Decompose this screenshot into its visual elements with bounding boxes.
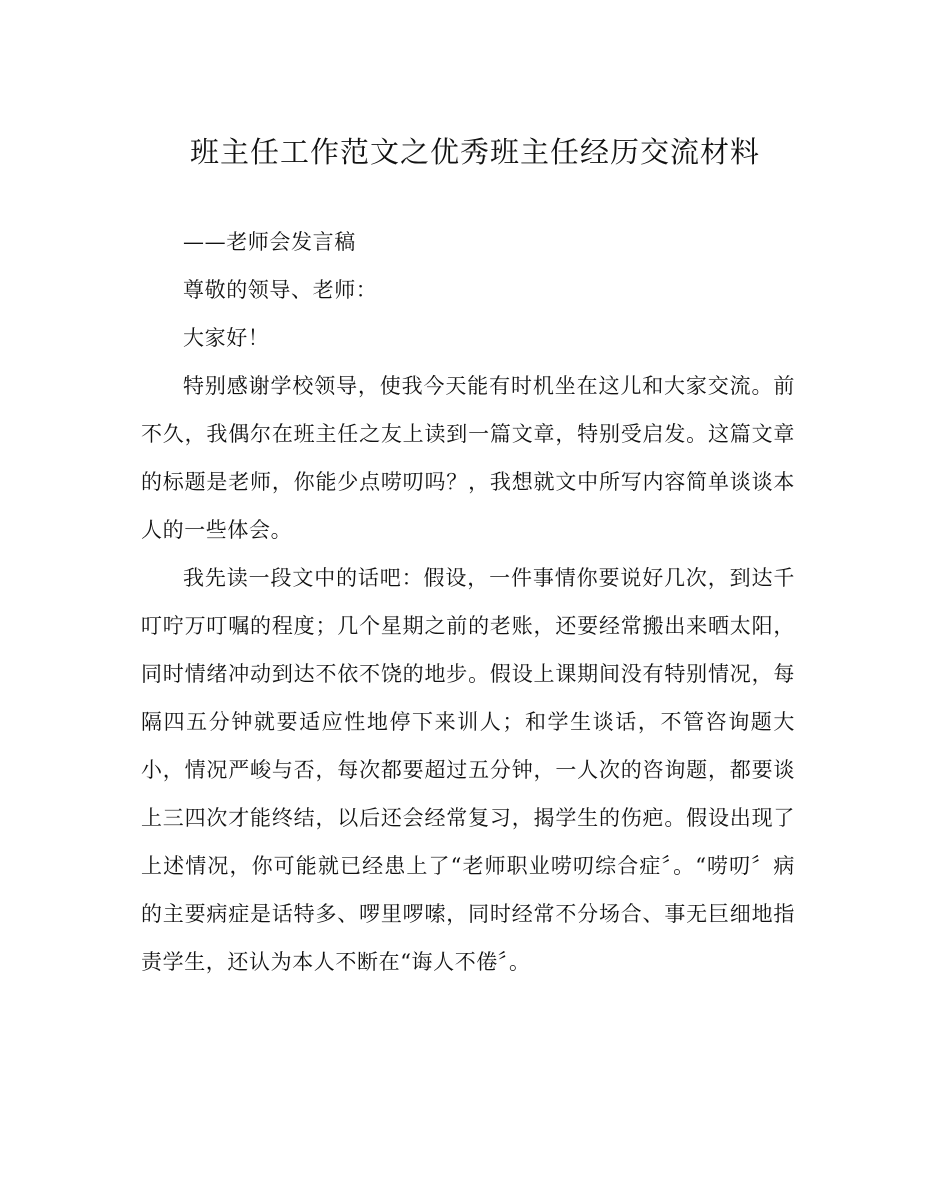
- salutation-line: 尊敬的领导、老师：: [183, 278, 378, 302]
- document-body: [141, 218, 795, 986]
- body-paragraph-1: 特别感谢学校领导，使我今天能有时机坐在这儿和大家交流。前不久，我偶尔在班主任之友上读到一篇文章，特别受启发。这篇文章的标题是老师，你能少点唠叨吗？，我想就文中所写内容简单谈谈本人的一些体会。: [141, 374, 795, 542]
- document-title: 班主任工作范文之优秀班主任经历交流材料: [189, 135, 760, 169]
- body-paragraph-2: 我先读一段文中的话吧：假设，一件事情你要说好几次，到达千叮咛万叮嘱的程度；几个星期之前的老账，还要经常搬出来晒太阳，同时情绪冲动到达不依不饶的地步。假设上课期间没有特别情况，每隔四五分钟就要适应性地停下来训人；和学生谈话，不管咨询题大小，情况严峻与否，每次都要超过五分钟，一人次的咨询题，都要谈上三四次才能终结，以后还会经常复习，揭学生的伤疤。假设出现了上述情况，你可能就已经患上了“老师职业唠叨综合症〞。“唠叨〞病的主要病症是话特多、啰里啰嗦，同时经常不分场合、事无巨细地指责学生，还认为本人不断在“诲人不倦〞。: [141, 566, 795, 974]
- subtitle-line: ——老师会发言稿: [183, 230, 356, 254]
- greeting-line: 大家好！: [183, 326, 270, 350]
